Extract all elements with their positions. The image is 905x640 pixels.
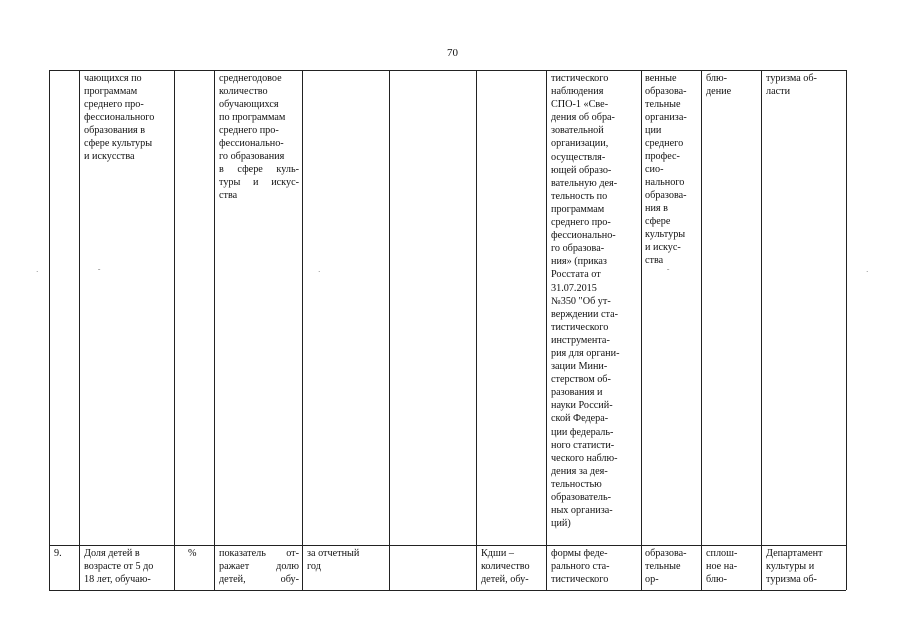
text-line: туризма об- <box>766 73 817 84</box>
text-line: рального ста- <box>551 561 610 572</box>
text-line: сфере культуры <box>84 138 153 149</box>
text-line: тельность по <box>551 190 608 202</box>
text-line: программам <box>551 203 605 215</box>
bottom-row-indicator-name <box>84 547 172 586</box>
bottom-row-formula <box>481 547 545 586</box>
text-line: по программам <box>219 112 286 123</box>
scan-mark: ˇ <box>667 268 670 276</box>
text-line: показатель от- <box>219 548 299 559</box>
text-line: инструмента- <box>551 334 610 346</box>
text-line: дения об обра- <box>551 112 615 124</box>
text-line: количество <box>481 561 530 572</box>
text-line: науки Россий- <box>551 400 613 412</box>
text-line: тельные <box>645 99 681 110</box>
col-border <box>546 70 547 590</box>
text-line: 31.07.2015 <box>551 282 597 294</box>
text-line: образова- <box>645 190 687 201</box>
text-line: среднего про- <box>551 217 611 229</box>
text-line: среднего про- <box>84 99 144 110</box>
text-line: СПО-1 «Све- <box>551 99 609 111</box>
text-line: дение <box>706 86 732 97</box>
text-line: ражает долю <box>219 561 299 572</box>
row-number: 9. <box>54 548 62 559</box>
text-line: профес- <box>645 151 680 162</box>
text-line: за отчетный <box>307 548 360 559</box>
text-line: образователь- <box>551 492 611 503</box>
text-line: ния в <box>645 203 668 214</box>
page-number: 70 <box>447 47 458 59</box>
text-line: фессионального <box>84 112 155 123</box>
text-line: го образования <box>219 151 285 162</box>
text-line: тельные <box>645 561 681 572</box>
bottom-row-responsible-dept <box>766 547 845 586</box>
text-line: Доля детей в <box>84 548 140 559</box>
text-line: тельностью <box>551 478 602 490</box>
bottom-row-definition <box>219 547 299 586</box>
col-border <box>701 70 702 590</box>
text-line: ор- <box>645 574 659 585</box>
scan-mark: ˇ <box>98 268 101 276</box>
text-line: рия для органи- <box>551 347 620 359</box>
text-line: ющей образо- <box>551 164 612 176</box>
text-line: стерством об- <box>551 374 611 386</box>
text-line: ческого наблю- <box>551 452 618 464</box>
text-line: вательную дея- <box>551 177 618 189</box>
text-line: Росстата от <box>551 269 601 281</box>
text-line: тистического <box>551 574 609 585</box>
text-line: сфере <box>645 216 671 227</box>
text-line: верждении ста- <box>551 308 619 320</box>
text-line: 18 лет, обучаю- <box>84 574 151 585</box>
text-line: возрасте от 5 до <box>84 561 154 572</box>
top-row-source <box>551 72 639 530</box>
col-border <box>761 70 762 590</box>
text-line: культуры и <box>766 561 815 572</box>
col-border <box>641 70 642 590</box>
text-line: ного статисти- <box>551 439 615 451</box>
bottom-row-observation-type <box>706 547 760 586</box>
text-line: ных организа- <box>551 505 613 517</box>
table-bottom-border <box>49 590 846 591</box>
text-line: программам <box>84 86 138 97</box>
text-line: №350 "Об ут- <box>551 295 611 307</box>
text-line: го образова- <box>551 243 605 255</box>
scan-mark: · <box>866 268 869 276</box>
bottom-row-responsible-orgs <box>645 547 700 586</box>
text-line: наблюдения <box>551 86 604 98</box>
bottom-row-source <box>551 547 639 586</box>
text-line: ции федераль- <box>551 426 614 438</box>
col-border <box>846 70 847 590</box>
text-line: в сфере куль- <box>219 164 299 175</box>
text-line: сплош- <box>706 548 738 559</box>
text-line: блю- <box>706 574 728 585</box>
text-line: туры и искус- <box>219 177 299 188</box>
text-line: дения за дея- <box>551 465 608 477</box>
text-line: зации Мини- <box>551 361 608 373</box>
text-line: среднего <box>645 138 684 149</box>
col-border <box>214 70 215 590</box>
text-line: ской Федера- <box>551 413 609 425</box>
unit-of-measure: % <box>188 548 197 559</box>
text-line: детей, обу- <box>219 574 299 585</box>
text-line: Кдши – <box>481 548 514 559</box>
text-line: разования и <box>551 387 603 399</box>
text-line: год <box>307 561 321 572</box>
text-line: ния» (приказ <box>551 256 607 268</box>
text-line: тистического <box>551 321 609 333</box>
text-line: осуществля- <box>551 151 606 163</box>
text-line: нального <box>645 177 685 188</box>
text-line: образова- <box>645 548 687 559</box>
row-divider <box>49 545 846 546</box>
text-line: количество <box>219 86 268 97</box>
col-border <box>174 70 175 590</box>
col-border <box>302 70 303 590</box>
text-line: среднегодовое <box>219 73 282 84</box>
top-row-indicator-name <box>84 72 172 163</box>
col-border <box>389 70 390 590</box>
text-line: детей, обу- <box>481 574 529 585</box>
text-line: культуры <box>645 229 686 240</box>
text-line: блю- <box>706 73 728 84</box>
text-line: фессионально- <box>551 230 616 242</box>
scan-mark: · <box>36 268 39 276</box>
text-line: среднего про- <box>219 125 279 136</box>
table-top-border <box>49 70 846 71</box>
text-line: организации, <box>551 138 609 150</box>
col-border <box>49 70 50 590</box>
text-line: чающихся по <box>84 73 142 84</box>
text-line: и искусства <box>84 151 135 162</box>
text-line: обучающихся <box>219 99 279 110</box>
text-line: венные <box>645 73 677 84</box>
col-border <box>476 70 477 590</box>
text-line: образования в <box>84 125 146 136</box>
text-line: ства <box>219 190 238 201</box>
text-line: зовательной <box>551 125 604 137</box>
text-line: ства <box>645 255 664 266</box>
text-line: образова- <box>645 86 687 97</box>
text-line: ласти <box>766 86 791 97</box>
text-line: Департамент <box>766 548 823 559</box>
top-row-responsible-dept <box>766 72 845 98</box>
text-line: ции <box>645 125 662 136</box>
text-line: ций) <box>551 518 571 530</box>
text-line: организа- <box>645 112 687 123</box>
text-line: формы феде- <box>551 548 608 559</box>
text-line: фессионально- <box>219 138 284 149</box>
top-row-responsible-orgs <box>645 72 700 267</box>
col-border <box>79 70 80 590</box>
text-line: ное на- <box>706 561 738 572</box>
scan-mark: · <box>318 268 321 276</box>
text-line: и искус- <box>645 242 681 253</box>
top-row-observation-type <box>706 72 760 98</box>
text-line: сио- <box>645 164 664 175</box>
text-line: тистического <box>551 73 609 84</box>
bottom-row-period <box>307 547 387 573</box>
top-row-definition <box>219 72 299 202</box>
text-line: туризма об- <box>766 574 817 585</box>
